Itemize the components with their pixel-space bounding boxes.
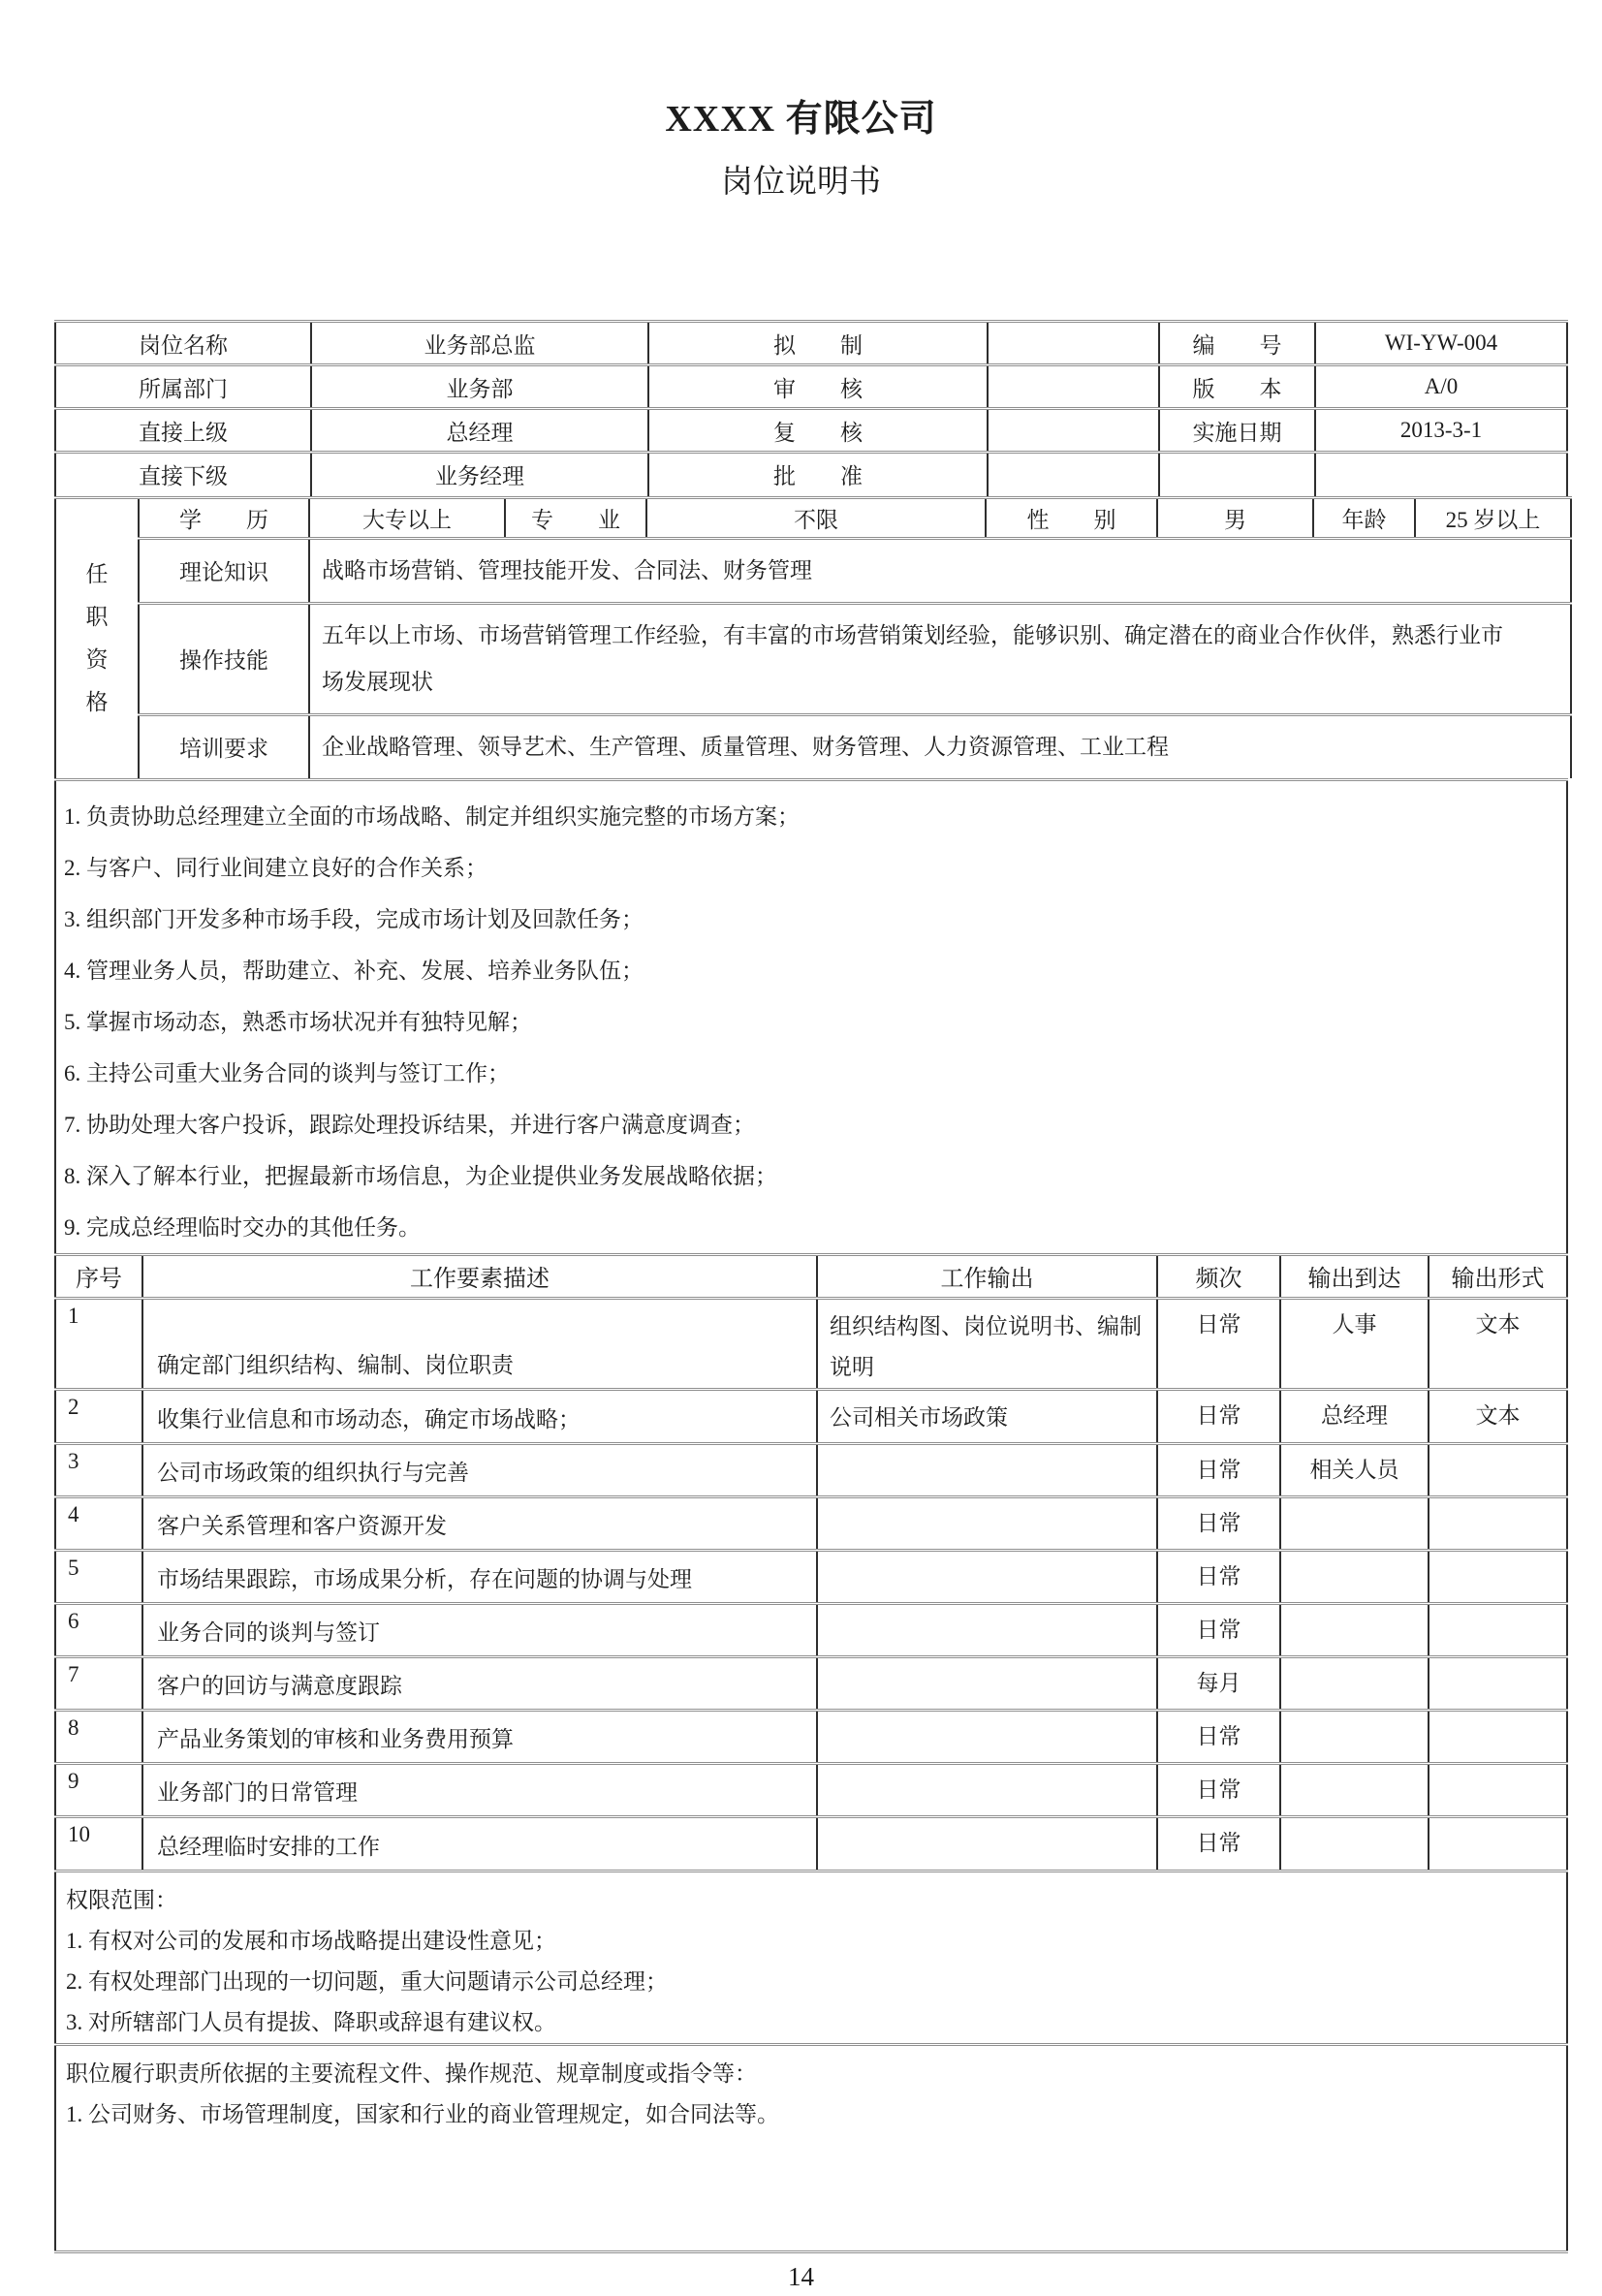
work-table-header-row	[55, 1254, 1567, 1298]
row8-no: 8	[55, 1710, 142, 1763]
major-label: 专 业	[505, 497, 646, 538]
duty-item-6: 6. 主持公司重大业务合同的谈判与签订工作；	[64, 1060, 510, 1085]
education-label: 学 历	[139, 497, 309, 538]
header-destination: 输出到达	[1280, 1254, 1429, 1298]
row4-dest	[1280, 1496, 1429, 1550]
row6-output	[817, 1603, 1157, 1656]
row1-no: 1	[55, 1298, 142, 1389]
age-label: 年龄	[1313, 497, 1415, 538]
row7-format	[1429, 1656, 1567, 1710]
row8-desc: 产品业务策划的审核和业务费用预算	[142, 1710, 817, 1763]
row2-desc: 收集行业信息和市场动态，确定市场战略；	[142, 1389, 817, 1443]
row8-dest	[1280, 1710, 1429, 1763]
row1-dest: 人事	[1280, 1298, 1429, 1389]
company-title: XXXX 有限公司	[665, 99, 937, 140]
education-value: 大专以上	[309, 497, 505, 538]
authority-item-3: 3. 对所辖部门人员有提拔、降职或辞退有建议权。	[66, 2010, 556, 2034]
row5-format	[1429, 1550, 1567, 1603]
row9-freq: 日常	[1157, 1763, 1280, 1816]
duties-table	[54, 778, 1568, 1253]
empty-label-cell	[1159, 453, 1315, 496]
info-table	[54, 320, 1568, 496]
training-content: 企业战略管理、领导艺术、生产管理、质量管理、财务管理、人力资源管理、工业工程	[309, 714, 1571, 778]
approved-by-value	[988, 453, 1159, 496]
row8-freq: 日常	[1157, 1710, 1280, 1763]
row4-output	[817, 1496, 1157, 1550]
basis-title: 职位履行职责所依据的主要流程文件、操作规范、规章制度或指令等：	[66, 2061, 757, 2086]
row10-format	[1429, 1816, 1567, 1870]
training-label: 培训要求	[139, 714, 309, 778]
row9-no: 9	[55, 1763, 142, 1816]
header-output: 工作输出	[817, 1254, 1157, 1298]
qualification-vertical-text: 任职资格	[85, 561, 109, 714]
duties-cell	[55, 779, 1567, 1253]
version-value: A/0	[1315, 365, 1567, 409]
major-value: 不限	[646, 497, 986, 538]
row1-output: 组织结构图、岗位说明书、编制说明	[817, 1298, 1157, 1389]
info-row-1	[55, 322, 1567, 365]
recheck-value	[988, 409, 1159, 453]
row2-output: 公司相关市场政策	[817, 1389, 1157, 1443]
drafted-by-label: 拟 制	[648, 322, 988, 365]
effective-date-label: 实施日期	[1159, 409, 1315, 453]
direct-subordinate-label: 直接下级	[55, 453, 311, 496]
work-row-10	[55, 1816, 1567, 1870]
theory-knowledge-content: 战略市场营销、管理技能开发、合同法、财务管理	[309, 538, 1571, 603]
row5-dest	[1280, 1550, 1429, 1603]
row4-freq: 日常	[1157, 1496, 1280, 1550]
work-row-8	[55, 1710, 1567, 1763]
work-row-1	[55, 1298, 1567, 1389]
empty-value-cell	[1315, 453, 1567, 496]
work-row-9	[55, 1763, 1567, 1816]
authority-row	[55, 1871, 1567, 2044]
theory-knowledge-row	[55, 538, 1571, 603]
gender-label: 性 别	[986, 497, 1157, 538]
row3-dest: 相关人员	[1280, 1443, 1429, 1496]
authority-title: 权限范围：	[66, 1888, 177, 1912]
header-format: 输出形式	[1429, 1254, 1567, 1298]
approved-by-label: 批 准	[648, 453, 988, 496]
row5-no: 5	[55, 1550, 142, 1603]
basis-cell	[55, 2045, 1567, 2252]
row3-output	[817, 1443, 1157, 1496]
row6-no: 6	[55, 1603, 142, 1656]
row9-desc: 业务部门的日常管理	[142, 1763, 817, 1816]
doc-number-label: 编 号	[1159, 322, 1315, 365]
operation-skill-label: 操作技能	[139, 603, 309, 714]
theory-knowledge-label: 理论知识	[139, 538, 309, 603]
duties-row	[55, 779, 1567, 1253]
operation-skill-content: 五年以上市场、市场营销管理工作经验，有丰富的市场营销策划经验，能够识别、确定潜在的商业合作伙伴，熟悉行业市场发展现状	[309, 603, 1571, 714]
row8-output	[817, 1710, 1157, 1763]
doc-number-value: WI-YW-004	[1315, 322, 1567, 365]
authority-item-2: 2. 有权处理部门出现的一切问题，重大问题请示公司总经理；	[66, 1969, 668, 1994]
row6-dest	[1280, 1603, 1429, 1656]
header-description: 工作要素描述	[142, 1254, 817, 1298]
work-row-4	[55, 1496, 1567, 1550]
row10-desc: 总经理临时安排的工作	[142, 1816, 817, 1870]
duty-item-3: 3. 组织部门开发多种市场手段，完成市场计划及回款任务；	[64, 906, 644, 931]
duty-item-2: 2. 与客户、同行业间建立良好的合作关系；	[64, 855, 487, 880]
work-row-7	[55, 1656, 1567, 1710]
basis-table	[54, 2043, 1568, 2253]
row1-freq: 日常	[1157, 1298, 1280, 1389]
direct-superior-value: 总经理	[311, 409, 648, 453]
basis-row	[55, 2045, 1567, 2252]
duty-item-9: 9. 完成总经理临时交办的其他任务。	[64, 1214, 421, 1240]
row10-dest	[1280, 1816, 1429, 1870]
row2-no: 2	[55, 1389, 142, 1443]
row7-output	[817, 1656, 1157, 1710]
age-value: 25 岁以上	[1415, 497, 1571, 538]
direct-superior-label: 直接上级	[55, 409, 311, 453]
row2-freq: 日常	[1157, 1389, 1280, 1443]
row8-format	[1429, 1710, 1567, 1763]
info-row-2	[55, 365, 1567, 409]
row5-freq: 日常	[1157, 1550, 1280, 1603]
authority-table	[54, 1870, 1568, 2043]
training-row	[55, 714, 1571, 778]
duty-item-7: 7. 协助处理大客户投诉，跟踪处理投诉结果，并进行客户满意度调查；	[64, 1112, 755, 1137]
recheck-label: 复 核	[648, 409, 988, 453]
info-row-4	[55, 453, 1567, 496]
work-row-5	[55, 1550, 1567, 1603]
row10-freq: 日常	[1157, 1816, 1280, 1870]
qualification-section-label	[55, 497, 139, 778]
row2-dest: 总经理	[1280, 1389, 1429, 1443]
duty-item-5: 5. 掌握市场动态，熟悉市场状况并有独特见解；	[64, 1009, 532, 1034]
work-row-3	[55, 1443, 1567, 1496]
row6-format	[1429, 1603, 1567, 1656]
header-frequency: 频次	[1157, 1254, 1280, 1298]
row9-dest	[1280, 1763, 1429, 1816]
work-row-2	[55, 1389, 1567, 1443]
version-label: 版 本	[1159, 365, 1315, 409]
row5-desc: 市场结果跟踪，市场成果分析，存在问题的协调与处理	[142, 1550, 817, 1603]
page-number: 14	[788, 2262, 814, 2291]
row3-freq: 日常	[1157, 1443, 1280, 1496]
row10-output	[817, 1816, 1157, 1870]
row2-format: 文本	[1429, 1389, 1567, 1443]
reviewed-by-value	[988, 365, 1159, 409]
education-row	[55, 497, 1571, 538]
position-name-label: 岗位名称	[55, 322, 311, 365]
direct-subordinate-value: 业务经理	[311, 453, 648, 496]
row5-output	[817, 1550, 1157, 1603]
department-label: 所属部门	[55, 365, 311, 409]
authority-cell	[55, 1871, 1567, 2044]
row10-no: 10	[55, 1816, 142, 1870]
gender-value: 男	[1157, 497, 1313, 538]
doc-title: 岗位说明书	[721, 165, 881, 200]
duty-item-4: 4. 管理业务人员，帮助建立、补充、发展、培养业务队伍；	[64, 958, 644, 983]
duty-item-8: 8. 深入了解本行业，把握最新市场信息，为企业提供业务发展战略依据；	[64, 1163, 777, 1188]
row9-format	[1429, 1763, 1567, 1816]
row7-freq: 每月	[1157, 1656, 1280, 1710]
qualification-table	[54, 496, 1572, 778]
row6-freq: 日常	[1157, 1603, 1280, 1656]
basis-item-1: 1. 公司财务、市场管理制度，国家和行业的商业管理规定，如合同法等。	[66, 2102, 779, 2126]
row6-desc: 业务合同的谈判与签订	[142, 1603, 817, 1656]
work-row-6	[55, 1603, 1567, 1656]
row3-no: 3	[55, 1443, 142, 1496]
row7-desc: 客户的回访与满意度跟踪	[142, 1656, 817, 1710]
row4-no: 4	[55, 1496, 142, 1550]
row4-format	[1429, 1496, 1567, 1550]
reviewed-by-label: 审 核	[648, 365, 988, 409]
row4-desc: 客户关系管理和客户资源开发	[142, 1496, 817, 1550]
row9-output	[817, 1763, 1157, 1816]
effective-date-value: 2013-3-1	[1315, 409, 1567, 453]
drafted-by-value	[988, 322, 1159, 365]
row7-no: 7	[55, 1656, 142, 1710]
work-elements-table	[54, 1253, 1568, 1871]
header-serial: 序号	[55, 1254, 142, 1298]
operation-skill-row	[55, 603, 1571, 714]
info-row-3	[55, 409, 1567, 453]
row1-desc: 确定部门组织结构、编制、岗位职责	[142, 1298, 817, 1389]
position-name-value: 业务部总监	[311, 322, 648, 365]
row3-desc: 公司市场政策的组织执行与完善	[142, 1443, 817, 1496]
row3-format	[1429, 1443, 1567, 1496]
department-value: 业务部	[311, 365, 648, 409]
row1-format: 文本	[1429, 1298, 1567, 1389]
row7-dest	[1280, 1656, 1429, 1710]
duty-item-1: 1. 负责协助总经理建立全面的市场战略、制定并组织实施完整的市场方案；	[64, 803, 800, 829]
authority-item-1: 1. 有权对公司的发展和市场战略提出建设性意见；	[66, 1929, 556, 1953]
